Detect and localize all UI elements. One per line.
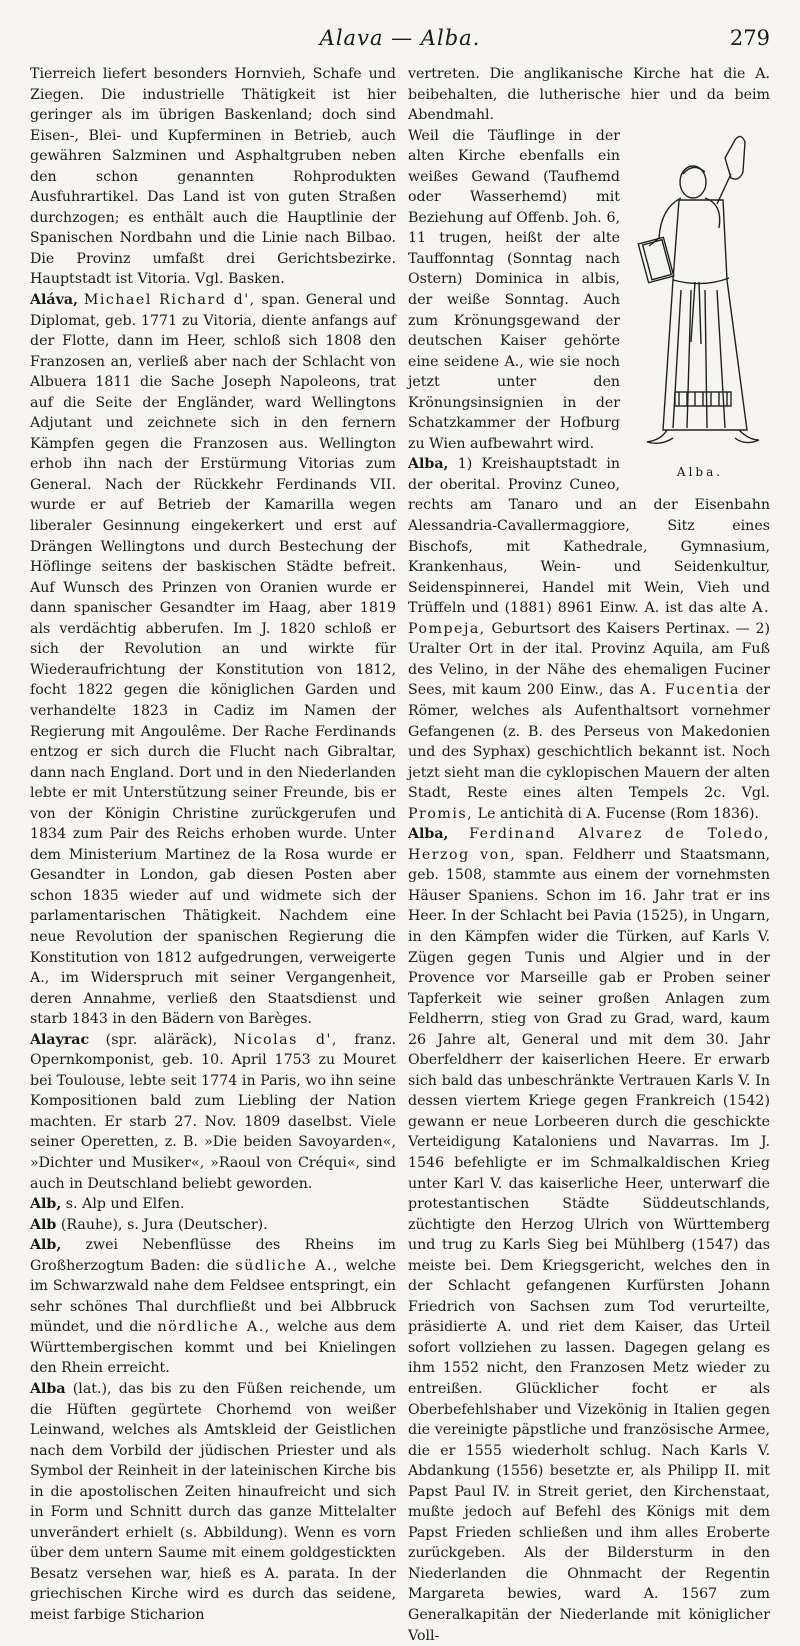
entry-headword: Alba,: [408, 826, 449, 843]
entry-alb-rauhe: [30, 1215, 396, 1236]
page-header: [30, 26, 770, 56]
right-column: [408, 64, 770, 1646]
page-number: 279: [729, 26, 770, 50]
entry-alava-province-continued: [30, 64, 396, 290]
entry-text: franz. Opernkomponist, geb. 10. April 1753 zu Mouret bei Toulouse, lebte seit 1774 in Paris, wo ihn seine Kompositionen bald zum Liebling der Nation machten. Er starb 27. Nov. 1809 daselbst. Viele seiner Operetten, z. B. »Die beiden Savoyarden«, »Dichter und Musiker«, »Raoul von Créqui«, sind auch in Deutschland beliebt geworden.: [30, 1031, 397, 1192]
entry-headword: Alb: [30, 1216, 57, 1233]
entry-text: Geburtsort des Kaisers Pertinax. — 2) Uralter Ort in der ital. Provinz Aquila, am Fuß des Velino, in der Nähe des ehemaligen Fuciner Sees, mit kaum 200 Einw., das: [408, 620, 771, 699]
entry-text: span. Feldherr und Staatsmann, geb. 1508, stammte aus einem der vornehmsten Häuser Spaniens. Schon im 16. Jahr trat er ins Heer. In der Schlacht bei Pavia (1525), in Ungarn, in den Kämpfen wider die Türken, auf Karls V. Zügen gegen Tunis und Algier und in der Provence vor Marseille gab er Proben seiner Tapferkeit wie seiner großen Anlagen zum Feldherrn, stieg von Grad zu Grad, ward, kaum 26 Jahre alt, General und mit dem 30. Jahr Oberfeldherr der kaiserlichen Heere. Er erwarb sich bald das unbeschränkte Vertrauen Karls V. In dessen viertem Kriege gegen Frankreich (1542) gewann er neue Lorbeeren durch die geschickte Verteidigung Kataloniens und Navarras. Im J. 1546 befehligte er im Schmalkaldischen Krieg unter Karl V. das kaiserliche Heer, unterwarf die protestantischen Städte Süddeutschlands, züchtigte den Herzog Ulrich von Württemberg und trug zu Karls Sieg bei Mühlberg (1547) das meiste bei. Dem Kriegsgericht, welches den in der Schlacht gefangenen Kurfürsten Johann Friedrich von Sachsen zum Tod verurteilte, präsidierte A. und riet dem Kaiser, das Urteil sofort vollziehen zu lassen. Dagegen gelang es ihm 1552 nicht, den Franzosen Metz wieder zu entreißen. Glücklicher focht er als Oberbefehlshaber und Vizekönig in Italien gegen die vereinigte päpstliche und französische Armee, die er 1555 wiederholt schlug. Nach Karls V. Abdankung (1556) besetzte er, als Philipp II. mit Papst Paul IV. in Streit geriet, den Kirchenstaat, mußte jedoch auf Befehl des Königs mit dem Papst Frieden schließen und ihm alles Eroberte zurückgeben. Als der Bildersturm in den Niederlanden die Ohnmacht der Regentin Margareta bewies, ward A. 1567 zum Generalkapitän der Niederlande mit königlicher Voll-: [408, 846, 770, 1644]
entry-text: s. Alp und Elfen.: [65, 1196, 185, 1213]
entry-headword: Alb,: [30, 1237, 62, 1254]
entry-term: A. Fucentia: [639, 682, 740, 699]
entry-term: A. Pompeja,: [408, 600, 770, 637]
entry-person-name: Nicolas d',: [233, 1031, 338, 1048]
entry-alba-vestment-continued: [408, 64, 770, 126]
entry-term: südliche A.,: [235, 1257, 340, 1274]
entry-headword: Alba,: [408, 456, 449, 473]
entry-text: 8961 Einw. A. ist das alte: [557, 600, 747, 617]
entry-text: zwei Nebenflüsse des Rheins im Großherzogtum Baden: die: [30, 1237, 397, 1274]
entry-alba-vestment: [30, 1379, 396, 1626]
entry-alb-rivers: [30, 1235, 396, 1379]
left-column: [30, 64, 396, 1626]
entry-alayrac: [30, 1030, 396, 1194]
entry-text: span. General und Diplomat, geb. 1771 zu Vitoria, diente anfangs auf der Flotte, dann im Heer, schloß sich 1808 den Franzosen an, verließ aber nach der Schlacht von Albuera 1811 die Sache Joseph Napoleons, trat auf die Seite der Engländer, ward Wellingtons Adjutant und zeichnete sich in den fernern Kämpfen gegen die Franzosen aus. Wellington erhob ihn nach der Erstürmung Vitorias zum General. Nach der Rückkehr Ferdinands VII. wurde er auf Betrieb der Kamarilla wegen liberaler Gesinnung eingekerkert und erst auf Drängen Wellingtons und durch Bestechung der Höflinge seitens der baskischen Städte befreit. Auf Wunsch des Prinzen von Oranien wurde er dann spanischer Gesandter im Haag, aber 1819 als verdächtig abberufen. Im J. 1820 schloß er sich der Revolution an und wirkte für Wiederaufrichtung der Konstitution von 1812, focht 1822 gegen die königlichen Garden und verhandelte 1823 in Cadiz im Namen der Regierung mit Angoulême. Der Rache Ferdinands entzog er sich durch die Flucht nach Gibraltar, dann nach England. Dort und in den Niederlanden lebte er mit Unterstützung seiner Freunde, bis er von der Königin Christine zurückgerufen und 1834 zum Pair des Reichs erhoben wurde. Unter dem Ministerium Martinez de la Rosa wurde er Gesandter in London, gab diesen Posten aber schon 1835 wieder auf und widmete sich der parlamentarischen Thätigkeit. Nachdem eine neue Revolution der spanischen Regierung die Konstitution von 1812 aufgedrungen, verweigerte A., im Widerspruch mit seiner Vergangenheit, deren Annahme, verließ den Staatsdienst und starb 1843 in den Bädern von Barèges.: [30, 292, 397, 1028]
entry-text: (Rauhe), s. Jura (Deutscher).: [60, 1216, 268, 1233]
alba-figure: [630, 130, 770, 485]
entry-year: (1881): [504, 600, 552, 617]
entry-text: Weil die Täuflinge in der alten Kirche ebenfalls ein weißes Gewand (Taufhemd oder Wasserhemd) mit Beziehung auf Offenb. Joh. 6, 11 trugen, heißt der alte Tauffonntag (Sonntag nach Ostern) Dominica in albis, der weiße Sonntag. Auch zum Krönungsgewand der deutschen Kaiser gehörte eine seidene A., wie sie noch jetzt unter den Krönungsinsignien in der Schatzkammer der Hofburg zu Wien aufbewahrt wird.: [408, 127, 620, 452]
entry-alba-duke: [408, 824, 770, 1646]
entry-headword: Alba: [30, 1381, 66, 1397]
entry-headword: Aláva,: [30, 292, 78, 309]
entry-text: der Römer, welches als Aufenthaltsort vornehmer Gefangenen (z. B. des Perseus von Makedonien und des Syphax) geschichtlich bekannt ist. Noch jetzt sieht man die cyklopischen Mauern der alten Stadt, Reste eines alten Tempels 2c. Vgl.: [408, 682, 770, 802]
entry-text: (lat.), das bis zu den Füßen reichende, um die Hüften gegürtete Chorhemd von weißer Leinwand, welches als Amtskleid der Geistlichen nach dem Vorbild der jüdischen Priester und als Symbol der Reinheit in der lateinischen Kirche bis in die apostolischen Zeiten hinaufreicht und sich in Form und Schnitt durch das ganze Mittelalter unverändert erhielt (s. Abbildung). Wenn es vorn über dem untern Saume mit einem goldgestickten Besatz versehen war, hieß es A. parata. In der griechischen Kirche wird es durch das seidene, meist farbige Sticharion: [30, 1381, 396, 1624]
running-title: Alava — Alba.: [319, 26, 481, 50]
entry-headword: Alayrac: [30, 1031, 90, 1048]
entry-term: nördliche A.,: [157, 1319, 271, 1336]
entry-alava-michael: [30, 290, 396, 1030]
entry-text: welche aus dem Württembergischen kommt und bei Knielingen den Rhein erreicht.: [30, 1319, 397, 1377]
entry-text: vertreten. Die anglikanische Kirche hat die A. beibehalten, die lutherische hier und da beim Abendmahl.: [408, 66, 770, 124]
entry-headword: Alb,: [30, 1196, 62, 1213]
entry-alba-town: [408, 454, 770, 824]
entry-author: Promis,: [408, 805, 474, 822]
entry-text: 1) Kreishauptstadt in der oberital. Provinz Cuneo, rechts am Tanaro und an der Eisenbahn Alessandria-Cavallermaggiore, Sitz eines Bischofs, mit Kathedrale, Gymnasium, Krankenhaus, Wein- und Seidenkultur, Seidenspinnerei, Handel mit Wein, Vieh und Trüffeln und: [408, 456, 770, 617]
entry-text: Tierreich liefert besonders Hornvieh, Schafe und Ziegen. Die industrielle Thätigkeit ist hier geringer als im übrigen Baskenland; doch sind Eisen-, Blei- und Kupferminen in Betrieb, auch gewähren Salzminen und Asphaltgruben neben den schon genannten Rohprodukten Ausfuhrartikel. Das Land ist von guten Straßen durchzogen; es enthält auch die Hauptlinie der Spanischen Nordbahn und die Linie nach Bilbao. Die Provinz umfaßt drei Gerichtsbezirke. Hauptstadt ist Vitoria. Vgl. Basken.: [30, 66, 396, 288]
figure-caption: Alba.: [676, 464, 724, 479]
alba-vestment-illustration: [635, 130, 765, 460]
entry-text: welche im Schwarzwald nahe dem Feldsee entspringt, ein sehr schönes Thal durchfließt und bei Albbruck mündet, und die: [30, 1257, 397, 1336]
entry-alb-elf: [30, 1194, 396, 1215]
entry-person-name: Ferdinand Alvarez de Toledo, Herzog von,: [408, 826, 770, 863]
entry-pronunciation: (spr. aläräck),: [105, 1031, 218, 1048]
entry-person-name: Michael Richard d',: [83, 292, 256, 309]
entry-text: Le antichità di A. Fucense (Rom 1836).: [477, 805, 760, 822]
